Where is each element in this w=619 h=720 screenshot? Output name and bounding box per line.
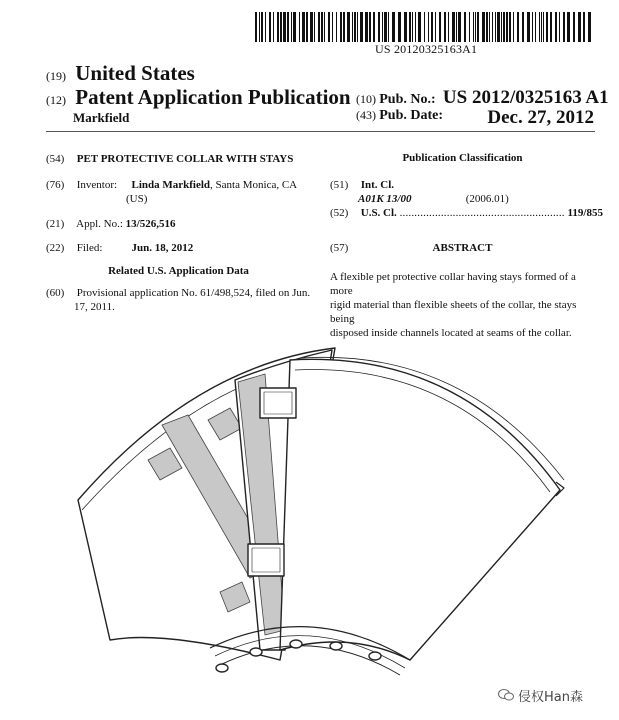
barcode-bar (517, 12, 519, 42)
barcode-bar (509, 12, 511, 42)
barcode-bar (273, 12, 274, 42)
barcode-bar (392, 12, 395, 42)
intcl-label: Int. Cl. (360, 179, 395, 191)
inventor-name: Linda Markfield (131, 179, 211, 191)
barcode-bar (336, 12, 337, 42)
barcode-bar (435, 12, 436, 42)
barcode-bar (482, 12, 485, 42)
barcode-number: US 20120325163A1 (375, 42, 478, 56)
barcode-bar (354, 12, 356, 42)
barcode-bar (506, 12, 508, 42)
barcode-bar (424, 12, 425, 42)
uscl-label: U.S. Cl. (360, 207, 397, 219)
publication-date (356, 107, 594, 129)
barcode-bar (365, 12, 368, 42)
inventor-label: Inventor: (76, 179, 118, 191)
barcode-bar (404, 12, 407, 42)
barcode-bar (546, 12, 548, 42)
barcode-bar (255, 12, 257, 42)
barcode-bar (409, 12, 411, 42)
barcode-bar (324, 12, 325, 42)
intcl-class-row (358, 192, 509, 206)
barcode-bar (321, 12, 323, 42)
barcode-bar (578, 12, 581, 42)
collar-drawing (70, 330, 570, 690)
barcode (255, 12, 595, 42)
inventor-row (46, 178, 297, 192)
pub-type-code: (12) (46, 93, 66, 107)
barcode-bar (259, 12, 260, 42)
uscl-value: 119/855 (567, 207, 603, 219)
provisional-row (46, 286, 310, 300)
barcode-bar (543, 12, 544, 42)
pub-no-label: Pub. No.: (379, 92, 436, 107)
provisional-code: (60) (46, 287, 65, 299)
country-code: (19) (46, 69, 66, 83)
velcro-patch-upper (260, 388, 296, 418)
filed-row (46, 241, 193, 255)
barcode-bar (456, 12, 457, 42)
barcode-bar (539, 12, 540, 42)
watermark-text: 侵权Han森 (518, 690, 583, 705)
filed-label: Filed: (76, 242, 103, 254)
barcode-bar (283, 12, 286, 42)
pub-no-code: (10) (356, 92, 376, 106)
barcode-bar (464, 12, 466, 42)
barcode-bar (357, 12, 358, 42)
barcode-bar (418, 12, 421, 42)
abstract-code: (57) (330, 242, 349, 254)
uscl-leader-dots: ........................................................ (399, 207, 565, 219)
barcode-bar (328, 12, 330, 42)
inventor-location: , Santa Monica, CA (210, 179, 298, 191)
barcode-bar (573, 12, 575, 42)
barcode-bar (513, 12, 514, 42)
barcode-bar (550, 12, 552, 42)
barcode-bar (412, 12, 413, 42)
pub-date-code: (43) (356, 108, 376, 122)
barcode-bar (360, 12, 363, 42)
collar-panel-front (280, 359, 560, 660)
abstract-line-2: rigid material than flexible sheets of the collar, the stays being (330, 299, 577, 325)
wechat-icon (498, 689, 514, 705)
related-data-heading: Related U.S. Application Data (108, 265, 249, 277)
barcode-bar (299, 12, 300, 42)
publication-number (356, 87, 609, 109)
barcode-bar (583, 12, 585, 42)
abstract-line-3: disposed inside channels located at seams of the collar. (330, 327, 572, 339)
classification-heading: Publication Classification (402, 152, 523, 164)
velcro-patch-lower (248, 544, 284, 576)
barcode-bar (415, 12, 416, 42)
barcode-bar (567, 12, 570, 42)
pub-no-value: US 2012/0325163 A1 (442, 87, 609, 108)
appl-code: (21) (46, 218, 65, 230)
abstract-heading-row (330, 241, 595, 255)
intcl-class: A01K 13/00 (358, 193, 412, 205)
barcode-bar (489, 12, 490, 42)
barcode-bar (588, 12, 591, 42)
barcode-bar (452, 12, 455, 42)
barcode-bar (332, 12, 333, 42)
barcode-bar (343, 12, 345, 42)
barcode-bar (314, 12, 315, 42)
barcode-bar (388, 12, 389, 42)
abstract-line-1: A flexible pet protective collar having stays formed of a more (330, 271, 576, 297)
barcode-bar (469, 12, 470, 42)
barcode-bar (475, 12, 476, 42)
barcode-bar (532, 12, 533, 42)
barcode-bar (477, 12, 479, 42)
barcode-bar (369, 12, 371, 42)
patent-title: PET PROTECTIVE COLLAR WITH STAYS (76, 153, 294, 165)
provisional-line-2: 17, 2011. (74, 301, 115, 313)
collar-loop-5 (369, 652, 381, 660)
barcode-bar (382, 12, 383, 42)
barcode-bar (527, 12, 530, 42)
barcode-bar (265, 12, 266, 42)
inventor-surname: Markfield (73, 110, 130, 125)
title-row (46, 152, 293, 166)
appl-label: Appl. No.: (76, 218, 123, 230)
appl-row (46, 217, 175, 231)
barcode-bar (439, 12, 441, 42)
barcode-bar (306, 12, 308, 42)
barcode-bar (473, 12, 474, 42)
barcode-bar (501, 12, 502, 42)
barcode-bar (541, 12, 542, 42)
inventor-code: (76) (46, 179, 65, 191)
barcode-bar (291, 12, 292, 42)
barcode-bar (444, 12, 446, 42)
intcl-row (330, 178, 394, 192)
barcode-bar (318, 12, 320, 42)
collar-loop-4 (330, 642, 342, 650)
barcode-bar (458, 12, 461, 42)
header-divider (46, 131, 595, 132)
collar-loop-3 (290, 640, 302, 648)
barcode-bar (277, 12, 279, 42)
filed-code: (22) (46, 242, 65, 254)
collar-loop-2 (250, 648, 262, 656)
filed-date: Jun. 18, 2012 (131, 242, 194, 254)
country-name: United States (75, 61, 195, 85)
publication-type-heading (46, 85, 351, 110)
barcode-bar (522, 12, 524, 42)
barcode-bar (495, 12, 496, 42)
intcl-year: (2006.01) (465, 193, 509, 205)
barcode-bar (261, 12, 263, 42)
barcode-bar (535, 12, 536, 42)
uscl-row (330, 206, 603, 220)
barcode-bar (352, 12, 353, 42)
pub-type: Patent Application Publication (75, 85, 351, 109)
uscl-code: (52) (330, 207, 349, 219)
title-code: (54) (46, 153, 65, 165)
barcode-bar (373, 12, 375, 42)
collar-loop-1 (216, 664, 228, 672)
provisional-line-1: Provisional application No. 61/498,524, filed on Jun. (76, 287, 311, 299)
inventor-country: (US) (126, 193, 148, 205)
barcode-bar (428, 12, 429, 42)
appl-number: 13/526,516 (125, 218, 176, 230)
abstract-heading: ABSTRACT (432, 242, 493, 254)
barcode-bar (559, 12, 560, 42)
barcode-bar (293, 12, 296, 42)
pub-date-label: Pub. Date: (379, 108, 444, 123)
barcode-bar (269, 12, 271, 42)
intcl-code: (51) (330, 179, 349, 191)
barcode-bar (563, 12, 565, 42)
barcode-bar (378, 12, 380, 42)
barcode-bar (431, 12, 433, 42)
barcode-bar (448, 12, 449, 42)
barcode-bar (486, 12, 488, 42)
pub-date-value: Dec. 27, 2012 (487, 107, 594, 128)
country-heading (46, 61, 195, 86)
barcode-bar (555, 12, 557, 42)
barcode-bar (347, 12, 350, 42)
barcode-bar (287, 12, 289, 42)
barcode-bar (302, 12, 305, 42)
barcode-bar (503, 12, 505, 42)
barcode-bar (280, 12, 282, 42)
barcode-bar (384, 12, 387, 42)
barcode-bar (398, 12, 401, 42)
watermark (498, 686, 583, 705)
barcode-bar (497, 12, 500, 42)
barcode-bar (340, 12, 342, 42)
barcode-bar (492, 12, 493, 42)
barcode-bar (310, 12, 313, 42)
